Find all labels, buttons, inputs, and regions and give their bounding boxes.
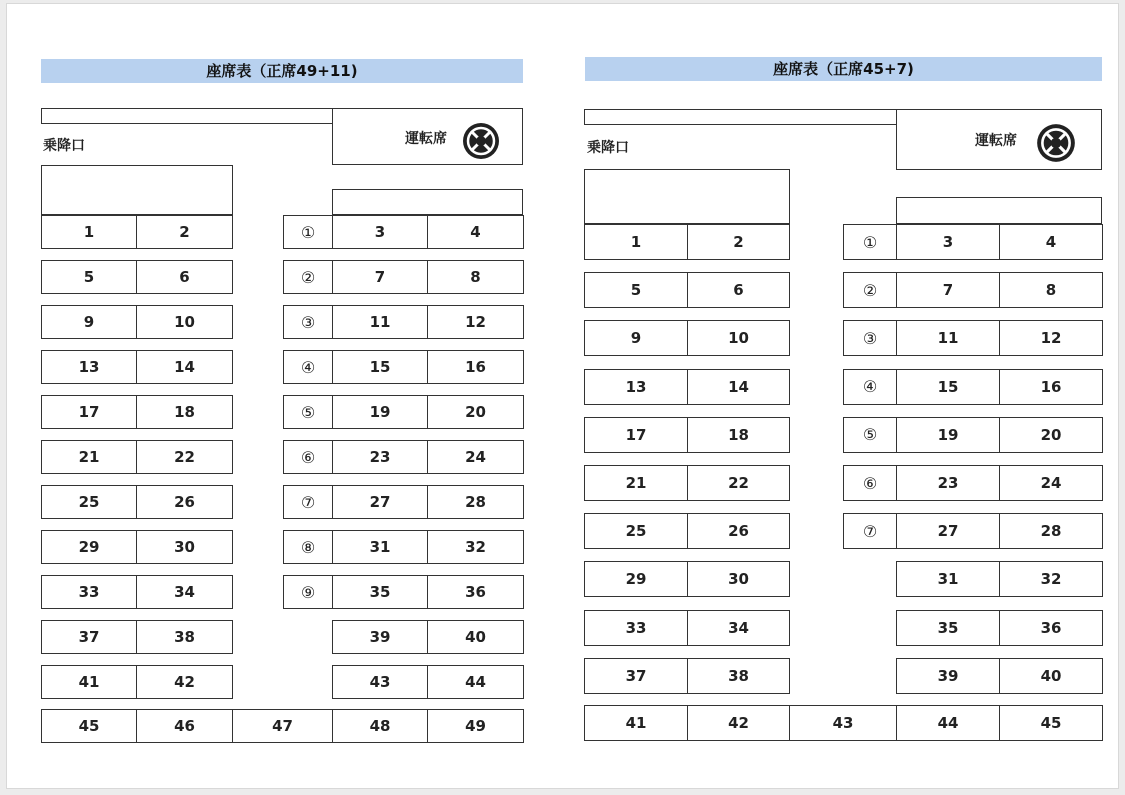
- aux-seat-cell: ②: [843, 272, 897, 308]
- seat-cell: 47: [272, 717, 293, 735]
- entrance-label: 乗降口: [587, 140, 629, 156]
- seat-cell: 5: [41, 260, 137, 294]
- aux-seat-cell: ⑨: [283, 575, 333, 609]
- seat-cell: 41: [584, 705, 688, 741]
- seat-cell: 3: [332, 215, 428, 249]
- seat-cell: 19: [332, 395, 428, 429]
- aux-seat-cell: ⑦: [283, 485, 333, 519]
- seat-cell: 4: [427, 215, 524, 249]
- seat-cell: 22: [687, 465, 790, 501]
- seat-cell: 14: [136, 350, 233, 384]
- seat-cell: 45: [41, 709, 137, 743]
- seat-cell: 37: [584, 658, 688, 694]
- front-left-box: [41, 165, 233, 215]
- seat-cell: 2: [687, 224, 790, 260]
- aux-seat-cell: ⑤: [843, 417, 897, 453]
- seat-cell: 27: [332, 485, 428, 519]
- seat-chart-title: 座席表（正席45+7): [585, 57, 1102, 81]
- seat-cell: 9: [584, 320, 688, 356]
- seat-chart-title: 座席表（正席49+11): [41, 59, 523, 83]
- seat-cell: 38: [687, 658, 790, 694]
- seat-cell: 23: [896, 465, 1000, 501]
- seat-cell: 40: [427, 620, 524, 654]
- seat-cell: 15: [332, 350, 428, 384]
- seat-cell: 25: [584, 513, 688, 549]
- seat-cell: 17: [584, 417, 688, 453]
- seat-cell: 28: [427, 485, 524, 519]
- seat-cell: 48: [332, 709, 428, 743]
- seat-cell: 7: [332, 260, 428, 294]
- seat-cell: 28: [999, 513, 1103, 549]
- entrance-door-bar: [584, 109, 897, 125]
- seat-cell: 37: [41, 620, 137, 654]
- aux-seat-cell: ①: [283, 215, 333, 249]
- seat-cell: 25: [41, 485, 137, 519]
- seat-cell: 8: [427, 260, 524, 294]
- seat-cell: 14: [687, 369, 790, 405]
- seat-cell: 44: [427, 665, 524, 699]
- seat-cell: 6: [687, 272, 790, 308]
- document-sheet: [6, 3, 1119, 789]
- seat-cell: 21: [584, 465, 688, 501]
- seat-cell: 44: [896, 705, 1000, 741]
- seat-cell: 10: [136, 305, 233, 339]
- steering-wheel-icon: [460, 120, 502, 162]
- seat-cell: 6: [136, 260, 233, 294]
- seat-cell: 26: [687, 513, 790, 549]
- seat-cell: 1: [584, 224, 688, 260]
- seat-cell: 39: [896, 658, 1000, 694]
- seat-cell: 13: [584, 369, 688, 405]
- seat-cell: 4: [999, 224, 1103, 260]
- entrance-label: 乗降口: [43, 138, 85, 154]
- seat-cell: 46: [136, 709, 233, 743]
- seat-cell: 36: [427, 575, 524, 609]
- seat-cell: 8: [999, 272, 1103, 308]
- aux-seat-cell: ④: [283, 350, 333, 384]
- aux-seat-cell: ②: [283, 260, 333, 294]
- seat-cell: 41: [41, 665, 137, 699]
- seat-cell: 18: [687, 417, 790, 453]
- seat-cell: 15: [896, 369, 1000, 405]
- seat-cell: 9: [41, 305, 137, 339]
- seat-cell: 39: [332, 620, 428, 654]
- seat-cell: 36: [999, 610, 1103, 646]
- seat-cell: 34: [136, 575, 233, 609]
- seat-cell: 20: [427, 395, 524, 429]
- driver-label: 運転席: [975, 133, 1017, 149]
- seat-cell: 29: [41, 530, 137, 564]
- seat-cell: 16: [427, 350, 524, 384]
- front-right-box: [896, 197, 1102, 224]
- seat-cell: 42: [687, 705, 790, 741]
- seat-cell: 35: [896, 610, 1000, 646]
- seat-cell: 27: [896, 513, 1000, 549]
- aux-seat-cell: ③: [283, 305, 333, 339]
- seat-cell: 7: [896, 272, 1000, 308]
- seat-cell: 22: [136, 440, 233, 474]
- seat-cell: 49: [427, 709, 524, 743]
- seat-cell: 31: [896, 561, 1000, 597]
- seat-cell: 31: [332, 530, 428, 564]
- seat-cell: 34: [687, 610, 790, 646]
- seat-cell: 45: [999, 705, 1103, 741]
- entrance-door-bar: [41, 108, 333, 124]
- seat-cell: 12: [427, 305, 524, 339]
- aux-seat-cell: ⑦: [843, 513, 897, 549]
- aux-seat-cell: ③: [843, 320, 897, 356]
- seat-cell: 11: [896, 320, 1000, 356]
- aux-seat-cell: ⑥: [283, 440, 333, 474]
- seat-cell: 24: [999, 465, 1103, 501]
- seat-cell: 17: [41, 395, 137, 429]
- driver-label: 運転席: [405, 131, 447, 147]
- seat-cell: 20: [999, 417, 1103, 453]
- seat-cell: 42: [136, 665, 233, 699]
- seat-cell: 29: [584, 561, 688, 597]
- seat-cell: 38: [136, 620, 233, 654]
- seat-cell: 40: [999, 658, 1103, 694]
- seat-cell: 2: [136, 215, 233, 249]
- seat-cell: 43: [832, 714, 854, 732]
- seat-cell: 30: [136, 530, 233, 564]
- aux-seat-cell: ④: [843, 369, 897, 405]
- front-left-box: [584, 169, 790, 224]
- seat-cell: 33: [584, 610, 688, 646]
- seat-cell: 13: [41, 350, 137, 384]
- seat-cell: 16: [999, 369, 1103, 405]
- seat-cell: 32: [427, 530, 524, 564]
- seat-cell: 21: [41, 440, 137, 474]
- seat-cell: 32: [999, 561, 1103, 597]
- seat-cell: 30: [687, 561, 790, 597]
- seat-cell: 1: [41, 215, 137, 249]
- seat-cell: 24: [427, 440, 524, 474]
- seat-cell: 33: [41, 575, 137, 609]
- aux-seat-cell: ⑥: [843, 465, 897, 501]
- aux-seat-cell: ⑤: [283, 395, 333, 429]
- seat-cell: 26: [136, 485, 233, 519]
- rear-row-outline: [584, 705, 1103, 741]
- seat-cell: 19: [896, 417, 1000, 453]
- aux-seat-cell: ⑧: [283, 530, 333, 564]
- aux-seat-cell: ①: [843, 224, 897, 260]
- steering-wheel-icon: [1034, 121, 1078, 165]
- seat-cell: 43: [332, 665, 428, 699]
- rear-row-outline: [41, 709, 524, 743]
- seat-cell: 23: [332, 440, 428, 474]
- seat-cell: 12: [999, 320, 1103, 356]
- seat-cell: 10: [687, 320, 790, 356]
- seat-cell: 5: [584, 272, 688, 308]
- seat-cell: 11: [332, 305, 428, 339]
- seat-cell: 18: [136, 395, 233, 429]
- front-right-box: [332, 189, 523, 215]
- seat-cell: 35: [332, 575, 428, 609]
- seat-cell: 3: [896, 224, 1000, 260]
